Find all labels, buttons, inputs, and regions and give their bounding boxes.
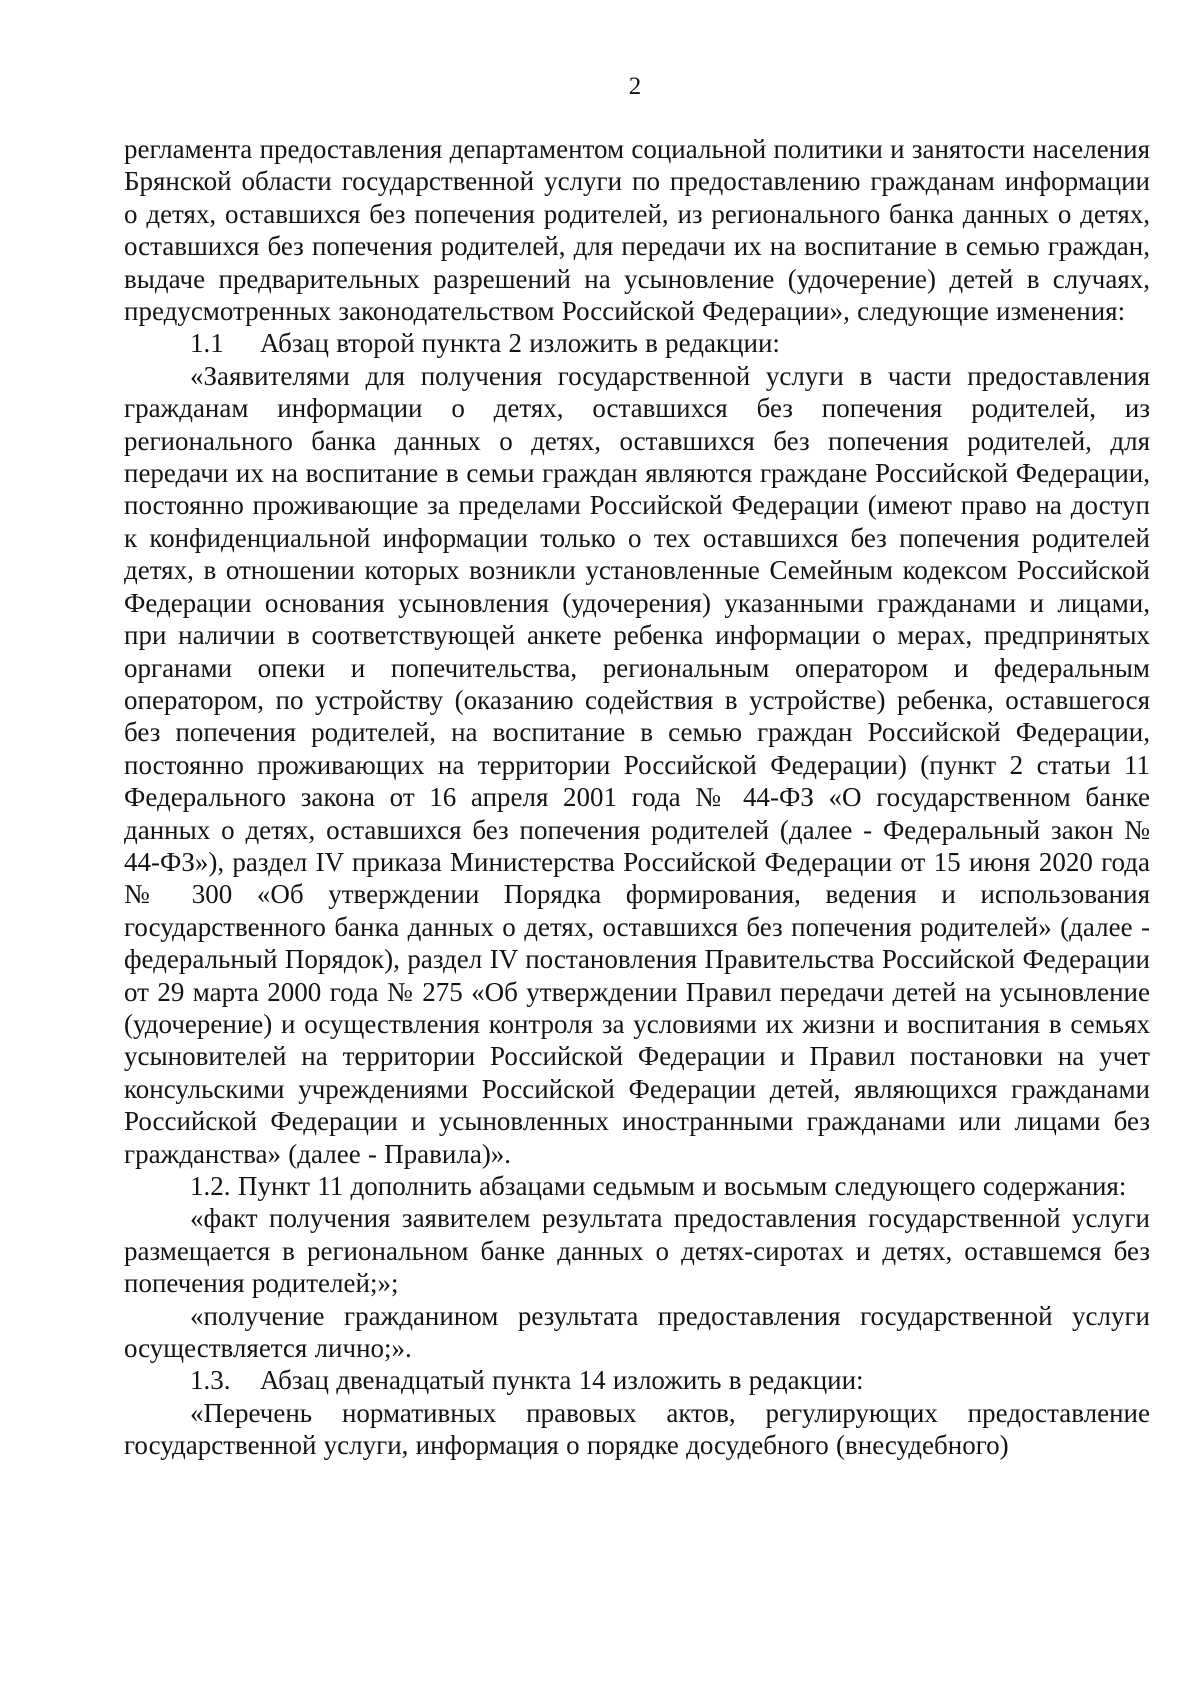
paragraph-intro: регламента предоставления департаментом социальной политики и занятости населения Брянской области государственной услуги по предоставлению гражданам информации о детях, оставшихся без попечения родителей, из регионального банка данных о детях, оставшихся без попечения родителей, для передачи их на воспитание в семью граждан, выдаче предварительных разрешений на усыновление (удочерение) детей в случаях, предусмотренных законодательством Российской Федерации», следующие изменения:	[124, 134, 1150, 327]
item-1-2-text: Пункт 11 дополнить абзацами седьмым и восьмым следующего содержания:	[238, 1171, 1127, 1201]
item-1-2-number: 1.2.	[190, 1171, 231, 1201]
document-body	[124, 133, 1150, 1462]
page-number: 2	[628, 73, 642, 100]
paragraph-quote-4: «Перечень нормативных правовых актов, регулирующих предоставление государственной услуги, информация о порядке досудебного (внесудебного)	[124, 1397, 1150, 1461]
item-1-2	[124, 1170, 1150, 1202]
paragraph-quote-1: «Заявителями для получения государственной услуги в части предоставления гражданам информации о детях, оставшихся без попечения родителей, из регионального банка данных о детях, оставшихся без попечения родителей, для передачи их на воспитание в семьи граждан являются граждане Российской Федерации, постоянно проживающие за пределами Российской Федерации (имеют право на доступ к конфиденциальной информации только о тех оставшихся без попечения родителей детях, в отношении которых возникли установленные Семейным кодексом Российской Федерации основания усыновления (удочерения) указанными гражданами и лицами, при наличии в соответствующей анкете ребенка информации о мерах, предпринятых органами опеки и попечительства, региональным оператором и федеральным оператором, по устройству (оказанию содействия в устройстве) ребенка, оставшегося без попечения родителей, на воспитание в семью граждан Российской Федерации, постоянно проживающих на территории Российской Федерации) (пункт 2 статьи 11 Федерального закона от 16 апреля 2001 года № 44-ФЗ «О государственном банке данных о детях, оставшихся без попечения родителей (далее - Федеральный закон № 44-ФЗ»), раздел IV приказа Министерства Российской Федерации от 15 июня 2020 года № 300 «Об утверждении Порядка формирования, ведения и использования государственного банка данных о детях, оставшихся без попечения родителей» (далее - федеральный Порядок), раздел IV постановления Правительства Российской Федерации от 29 марта 2000 года № 275 «Об утверждении Правил передачи детей на усыновление (удочерение) и осуществления контроля за условиями их жизни и воспитания в семьях усыновителей на территории Российской Федерации и Правил постановки на учет консульскими учреждениями Российской Федерации детей, являющихся гражданами Российской Федерации и усыновленных иностранными гражданами или лицами без гражданства» (далее - Правила)».	[124, 360, 1150, 1169]
item-1-1-text: Абзац второй пункта 2 изложить в редакции:	[260, 328, 780, 359]
paragraph-quote-3: «получение гражданином результата предоставления государственной услуги осуществляется лично;».	[124, 1300, 1150, 1364]
item-1-1-number: 1.1	[190, 328, 224, 359]
item-1-3-number: 1.3.	[190, 1365, 231, 1396]
item-1-3	[124, 1364, 1150, 1396]
item-1-1	[124, 327, 1150, 359]
item-1-3-text: Абзац двенадцатый пункта 14 изложить в редакции:	[260, 1365, 864, 1396]
paragraph-quote-2: «факт получения заявителем результата предоставления государственной услуги размещается в региональном банке данных о детях-сиротах и детях, оставшемся без попечения родителей;»;	[124, 1203, 1150, 1299]
